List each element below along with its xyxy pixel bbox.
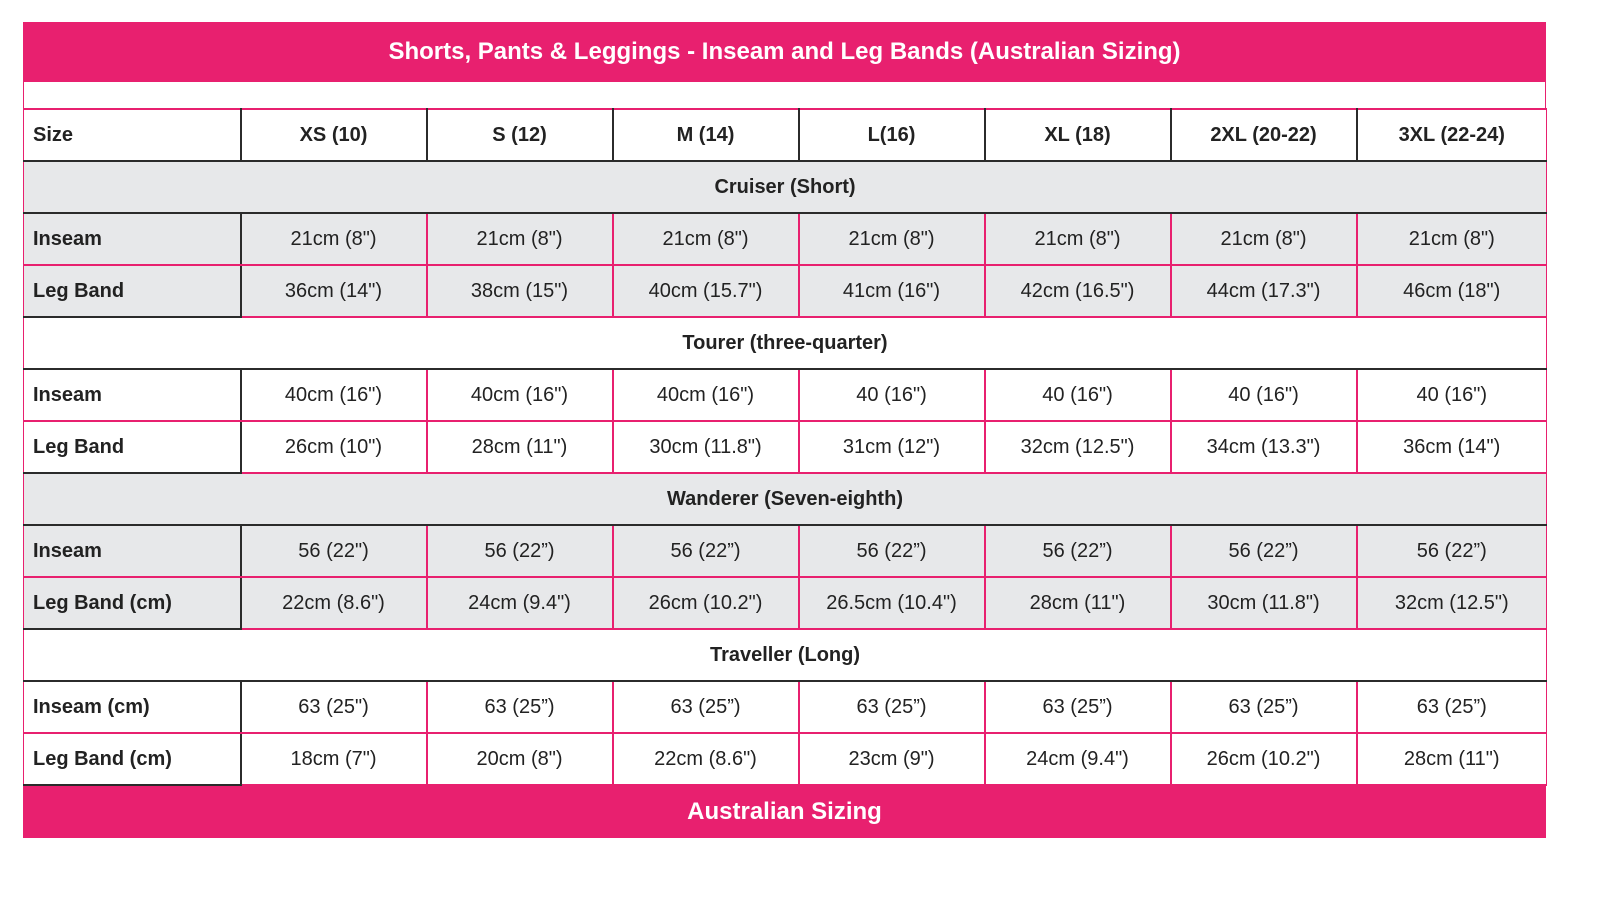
size-table-body	[24, 109, 1547, 785]
header-size: XS (10)	[241, 109, 427, 161]
measurement-cell: 28cm (11")	[985, 577, 1171, 629]
header-size: 2XL (20-22)	[1171, 109, 1357, 161]
measurement-cell: 28cm (11")	[427, 421, 613, 473]
measurement-cell: 40 (16")	[799, 369, 985, 421]
measurement-cell: 56 (22")	[241, 525, 427, 577]
measurement-cell: 23cm (9")	[799, 733, 985, 785]
measurement-cell: 63 (25”)	[1171, 681, 1357, 733]
measurement-cell: 56 (22”)	[427, 525, 613, 577]
header-size: XL (18)	[985, 109, 1171, 161]
measurement-cell: 26.5cm (10.4")	[799, 577, 985, 629]
measurement-cell: 31cm (12")	[799, 421, 985, 473]
measurement-cell: 32cm (12.5")	[1357, 577, 1547, 629]
header-row	[24, 109, 1547, 161]
measurement-row	[24, 577, 1547, 629]
measurement-cell: 56 (22”)	[799, 525, 985, 577]
measurement-row	[24, 369, 1547, 421]
measurement-cell: 21cm (8")	[799, 213, 985, 265]
chart-title: Shorts, Pants & Leggings - Inseam and Leg Bands (Australian Sizing)	[23, 22, 1546, 82]
measurement-cell: 38cm (15")	[427, 265, 613, 317]
measurement-cell: 56 (22”)	[613, 525, 799, 577]
measurement-cell: 40 (16")	[1357, 369, 1547, 421]
measurement-cell: 63 (25”)	[613, 681, 799, 733]
measurement-row	[24, 681, 1547, 733]
measurement-cell: 63 (25”)	[985, 681, 1171, 733]
measurement-cell: 63 (25")	[241, 681, 427, 733]
measurement-cell: 63 (25”)	[427, 681, 613, 733]
row-label: Leg Band (cm)	[24, 733, 241, 785]
section-row	[24, 317, 1547, 369]
measurement-row	[24, 265, 1547, 317]
measurement-cell: 26cm (10.2")	[613, 577, 799, 629]
measurement-cell: 40cm (15.7")	[613, 265, 799, 317]
measurement-cell: 46cm (18")	[1357, 265, 1547, 317]
size-chart	[23, 22, 1546, 838]
measurement-cell: 40cm (16")	[427, 369, 613, 421]
row-label: Leg Band (cm)	[24, 577, 241, 629]
measurement-cell: 40 (16")	[985, 369, 1171, 421]
row-label: Inseam	[24, 525, 241, 577]
measurement-cell: 30cm (11.8")	[613, 421, 799, 473]
measurement-cell: 36cm (14")	[241, 265, 427, 317]
measurement-cell: 40cm (16")	[241, 369, 427, 421]
measurement-cell: 28cm (11")	[1357, 733, 1547, 785]
measurement-cell: 41cm (16")	[799, 265, 985, 317]
measurement-cell: 40 (16")	[1171, 369, 1357, 421]
footer-banner: Australian Sizing	[23, 786, 1546, 838]
section-row	[24, 629, 1547, 681]
section-title: Wanderer (Seven-eighth)	[24, 473, 1547, 525]
section-row	[24, 473, 1547, 525]
measurement-cell: 56 (22”)	[985, 525, 1171, 577]
header-size-label: Size	[24, 109, 241, 161]
measurement-cell: 21cm (8")	[427, 213, 613, 265]
measurement-cell: 34cm (13.3")	[1171, 421, 1357, 473]
header-size: S (12)	[427, 109, 613, 161]
measurement-cell: 56 (22”)	[1357, 525, 1547, 577]
measurement-cell: 26cm (10.2")	[1171, 733, 1357, 785]
measurement-cell: 21cm (8")	[1357, 213, 1547, 265]
measurement-cell: 24cm (9.4")	[427, 577, 613, 629]
measurement-cell: 56 (22”)	[1171, 525, 1357, 577]
measurement-cell: 22cm (8.6")	[613, 733, 799, 785]
measurement-cell: 26cm (10")	[241, 421, 427, 473]
measurement-cell: 22cm (8.6")	[241, 577, 427, 629]
measurement-row	[24, 213, 1547, 265]
row-label: Inseam (cm)	[24, 681, 241, 733]
measurement-row	[24, 421, 1547, 473]
section-title: Tourer (three-quarter)	[24, 317, 1547, 369]
section-title: Traveller (Long)	[24, 629, 1547, 681]
measurement-cell: 24cm (9.4")	[985, 733, 1171, 785]
header-size: L(16)	[799, 109, 985, 161]
size-table	[23, 108, 1547, 786]
header-size: M (14)	[613, 109, 799, 161]
title-spacer	[23, 82, 1546, 108]
measurement-row	[24, 733, 1547, 785]
measurement-cell: 42cm (16.5")	[985, 265, 1171, 317]
measurement-cell: 44cm (17.3")	[1171, 265, 1357, 317]
measurement-cell: 40cm (16")	[613, 369, 799, 421]
measurement-cell: 30cm (11.8")	[1171, 577, 1357, 629]
header-size: 3XL (22-24)	[1357, 109, 1547, 161]
row-label: Leg Band	[24, 265, 241, 317]
measurement-cell: 21cm (8")	[985, 213, 1171, 265]
row-label: Leg Band	[24, 421, 241, 473]
section-title: Cruiser (Short)	[24, 161, 1547, 213]
measurement-cell: 20cm (8")	[427, 733, 613, 785]
measurement-cell: 63 (25”)	[799, 681, 985, 733]
measurement-cell: 63 (25”)	[1357, 681, 1547, 733]
measurement-cell: 21cm (8")	[1171, 213, 1357, 265]
section-row	[24, 161, 1547, 213]
measurement-cell: 18cm (7")	[241, 733, 427, 785]
measurement-cell: 32cm (12.5")	[985, 421, 1171, 473]
measurement-cell: 36cm (14")	[1357, 421, 1547, 473]
measurement-cell: 21cm (8")	[613, 213, 799, 265]
measurement-cell: 21cm (8")	[241, 213, 427, 265]
row-label: Inseam	[24, 369, 241, 421]
measurement-row	[24, 525, 1547, 577]
row-label: Inseam	[24, 213, 241, 265]
